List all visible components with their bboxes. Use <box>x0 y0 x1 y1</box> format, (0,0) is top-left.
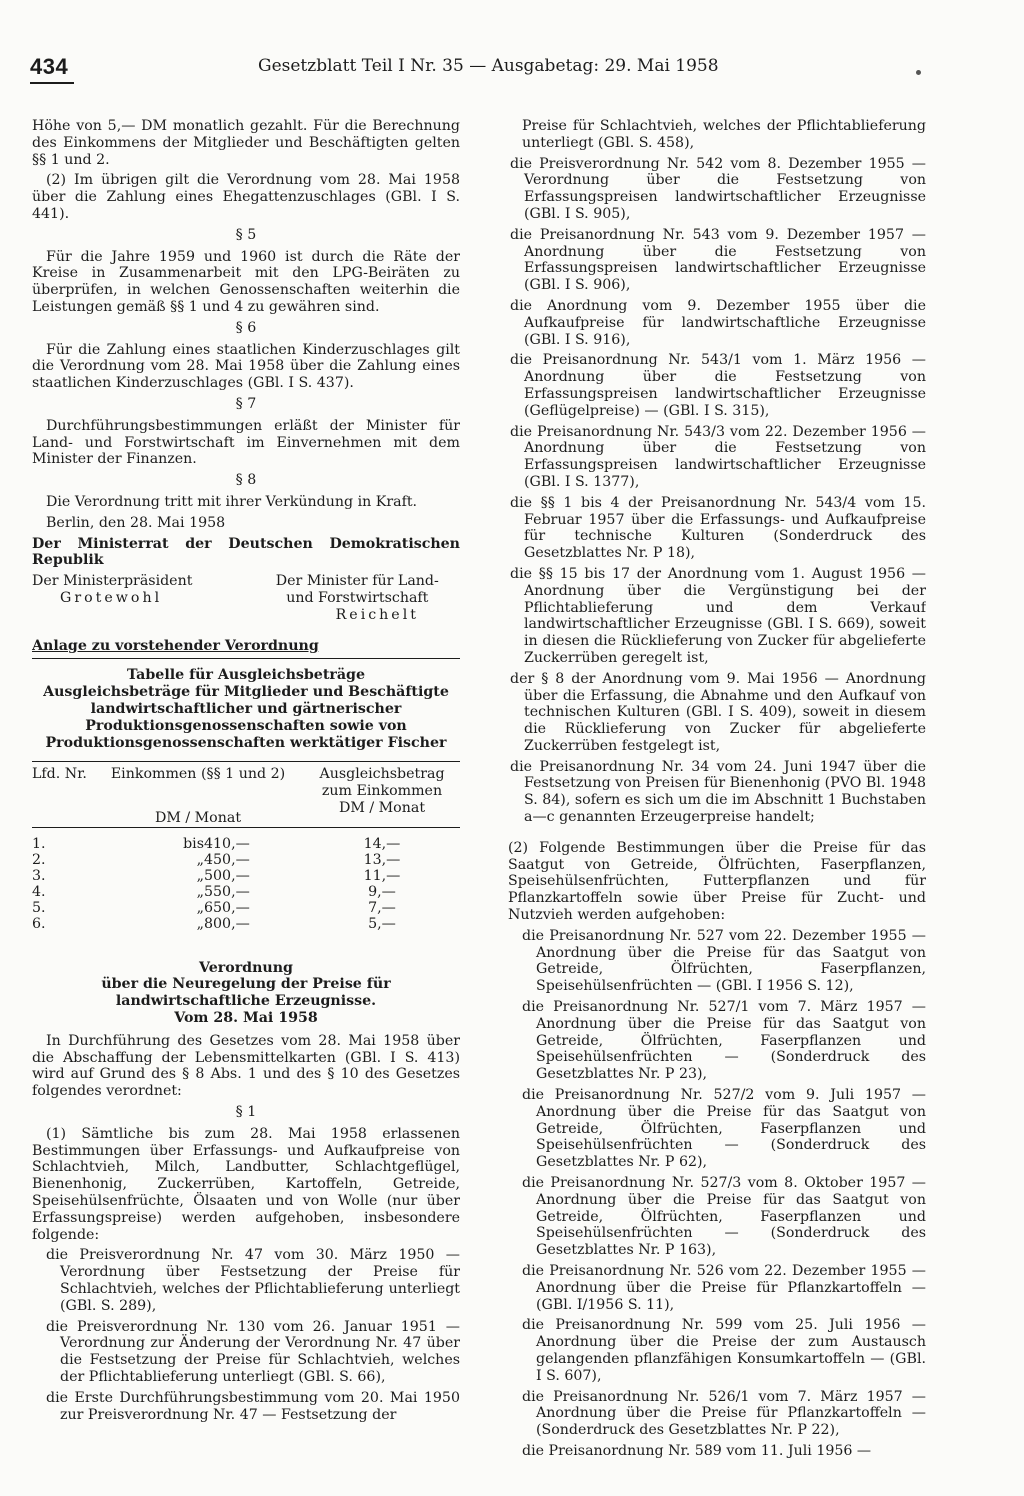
row-nr: 6. <box>32 915 46 932</box>
list-item: die Preisanordnung Nr. 526/1 vom 7. März 1957 — Anordnung über die Preise für Pflanzkartoffeln — (Sonderdruck des Gesetzblattes Nr. P 22), <box>522 1388 926 1439</box>
signature-right <box>255 573 460 623</box>
list-item: die Preisanordnung Nr. 543/3 vom 22. Dezember 1956 — Anordnung über die Festsetzung von Erfassungspreisen landwirtschaftlicher Erzeugnisse (GBl. I S. 1377), <box>510 423 926 490</box>
table-row <box>32 868 460 884</box>
list-item: die §§ 1 bis 4 der Preisanordnung Nr. 543/4 vom 15. Februar 1957 über die Erfassungs- und Aufkaufpreise für technische Kulturen (Sonderdruck des Gesetzblattes Nr. P 18), <box>510 494 926 562</box>
paragraph: Die Verordnung tritt mit ihrer Verkündung in Kraft. <box>46 493 418 510</box>
row-income: 500,— <box>204 867 250 884</box>
compensation-table <box>32 766 460 931</box>
section-heading: § 7 <box>235 395 257 412</box>
row-prefix: „ <box>196 851 204 868</box>
signatory-title: und Forstwirtschaft <box>286 589 429 606</box>
paragraph: Durchführungsbestimmungen erläßt der Minister für Land- und Forstwirtschaft im Einvernehmen mit dem Minister der Finanzen. <box>32 417 460 468</box>
row-amount: 14,— <box>363 835 401 852</box>
list-item: die Preisverordnung Nr. 542 vom 8. Dezember 1955 — Verordnung über die Festsetzung von Erfassungspreisen landwirtschaftlicher Erzeugnisse (GBl. I S. 905), <box>510 155 926 222</box>
paragraph: (1) Sämtliche bis zum 28. Mai 1958 erlassenen Bestimmungen über Erfassungs- und Aufkaufpreise von Schlachtvieh, Milch, Landbutter, Schlachtgeflügel, Bienenhonig, Zuckerrüben, Kartoffeln, Getreide, Speisehülsenfrüchte, Ölsaaten und von Wolle (nur über Erfassungspreise) werden aufgehoben, insbesondere folgende: <box>32 1125 460 1243</box>
decree-date: Vom 28. Mai 1958 <box>174 1010 318 1027</box>
col-income-unit: DM / Monat <box>154 809 242 826</box>
annex-rule <box>32 658 460 659</box>
annex-title: Anlage zu vorstehender Verordnung <box>32 637 319 654</box>
row-income: 800,— <box>204 915 250 932</box>
list-item: die Preisanordnung Nr. 589 vom 11. Juli 1956 — <box>522 1442 872 1459</box>
table-row <box>32 836 460 852</box>
right-column <box>508 118 926 1490</box>
left-column <box>32 118 460 1490</box>
list-item: die Preisanordnung Nr. 543/1 vom 1. März 1956 — Anordnung über die Festsetzung von Erfassungspreisen landwirtschaftlicher Erzeugnisse (Geflügelpreise) — (GBl. I S. 315), <box>510 352 926 419</box>
page-number-underline <box>30 82 74 84</box>
section-heading: § 6 <box>235 319 257 336</box>
section-heading: § 8 <box>235 472 257 489</box>
paragraph: Höhe von 5,— DM monatlich gezahlt. Für die Berechnung des Einkommens der Mitglieder und Beschäftigten gelten §§ 1 und 2. <box>32 118 460 168</box>
table-row <box>32 852 460 868</box>
list-item: die Preisanordnung Nr. 543 vom 9. Dezember 1957 — Anordnung über die Festsetzung von Erfassungspreisen landwirtschaftlicher Erzeugnisse (GBl. I S. 906), <box>510 226 926 294</box>
section-heading: § 5 <box>235 226 257 243</box>
issuing-body: Der Ministerrat der Deutschen Demokratischen Republik <box>32 535 460 569</box>
col-amount-unit: DM / Monat <box>338 799 426 816</box>
row-income: 550,— <box>204 883 250 900</box>
paragraph: In Durchführung des Gesetzes vom 28. Mai 1958 über die Abschaffung der Lebensmittelkarten (GBl. I S. 413) wird auf Grund des § 8 Abs. 1 und des § 10 des Gesetzes folgendes verordnet: <box>32 1032 460 1100</box>
list-item: die Preisanordnung Nr. 527/2 vom 9. Juli 1957 — Anordnung über die Preise für das Saatgut von Getreide, Ölfrüchten, Faserpflanzen und Speisehülsenfrüchten — (Sonderdruck des Gesetzblattes Nr. P 62), <box>522 1087 926 1171</box>
table-subtitle: Ausgleichsbeträge für Mitglieder und Beschäftigte landwirtschaftlicher und gärtnerischer Produktionsgenossenschaften sowie von Produktionsgenossenschaften werktätiger Fischer <box>43 684 449 751</box>
signatory-title: Der Minister für Land- <box>275 573 439 590</box>
row-amount: 9,— <box>368 883 396 900</box>
col-lfd-header: Lfd. Nr. <box>32 766 87 783</box>
list-item: die Anordnung vom 9. Dezember 1955 über die Aufkaufpreise für landwirtschaftliche Erzeugnisse (GBl. I S. 916), <box>510 297 926 348</box>
row-prefix: „ <box>196 867 204 884</box>
row-income: 410,— <box>204 835 250 852</box>
row-prefix: „ <box>196 915 204 932</box>
row-amount: 5,— <box>368 915 396 932</box>
signatures <box>32 573 460 623</box>
table-header-row <box>32 766 460 800</box>
list-item: die §§ 15 bis 17 der Anordnung vom 1. August 1956 — Anordnung über die Vergünstigung bei der Pflichtablieferung und dem Verkauf landwirtschaftlicher Erzeugnisse (GBl. I S. 669), soweit in diesen die Rücklieferung von Zucker für abgelieferte Zuckerrüben geregelt ist, <box>510 565 926 666</box>
paragraph: (2) Folgende Bestimmungen über die Preise für das Saatgut von Getreide, Ölfrüchten, Faserpflanzen, Speisehülsenfrüchten, Futterpflanzen und für Pflanzkartoffeln sowie über Preise für Zucht- und Nutzvieh werden aufgehoben: <box>508 839 926 924</box>
paragraph: Preise für Schlachtvieh, welches der Pflichtablieferung unterliegt (GBl. S. 458), <box>522 118 926 151</box>
row-amount: 13,— <box>363 851 401 868</box>
paragraph: Für die Zahlung eines staatlichen Kinderzuschlages gilt die Verordnung vom 28. Mai 1958 über die Zahlung eines staatlichen Kinderzuschlages (GBl. I S. 437). <box>32 341 460 392</box>
row-income: 650,— <box>204 899 250 916</box>
table-row <box>32 884 460 900</box>
page-header <box>30 54 970 88</box>
row-prefix: bis <box>183 835 204 852</box>
list-item: die Erste Durchführungsbestimmung vom 20. Mai 1950 zur Preisverordnung Nr. 47 — Festsetzung der <box>46 1389 460 1423</box>
row-amount: 11,— <box>363 867 401 884</box>
row-nr: 5. <box>32 899 46 916</box>
section-heading: § 1 <box>235 1104 257 1121</box>
page-number: 434 <box>30 54 69 79</box>
signatory-name: Reichelt <box>335 606 419 623</box>
col-amount-header: Ausgleichsbetrag zum Einkommen <box>319 766 445 800</box>
list-item: die Preisanordnung Nr. 527/3 vom 8. Oktober 1957 — Anordnung über die Preise für das Saatgut von Getreide, Ölfrüchten, Faserpflanzen und Speisehülsenfrüchten — (Sonderdruck des Gesetzblattes Nr. P 163), <box>522 1175 926 1259</box>
signatory-name: Grotewohl <box>60 589 163 606</box>
paragraph: Für die Jahre 1959 und 1960 ist durch die Räte der Kreise in Zusammenarbeit mit den LPG-Beiräten zu überprüfen, in welchen Genossenschaften weiterhin die Leistungen gemäß §§ 1 und 4 zu gewähren sind. <box>32 248 460 315</box>
table-rule <box>32 761 460 762</box>
paragraph: (2) Im übrigen gilt die Verordnung vom 28. Mai 1958 über die Zahlung eines Ehegattenzuschlages (GBl. I S. 441). <box>32 172 460 222</box>
list-item: die Preisanordnung Nr. 527/1 vom 7. März 1957 — Anordnung über die Preise für das Saatgut von Getreide, Ölfrüchten, Faserpflanzen und Speisehülsenfrüchten — (Sonderdruck des Gesetzblattes Nr. P 23), <box>522 999 926 1083</box>
row-income: 450,— <box>204 851 250 868</box>
list-item: die Preisverordnung Nr. 130 vom 26. Januar 1951 — Verordnung zur Änderung der Verordnung Nr. 47 über die Festsetzung der Preise für Schlachtvieh, welches der Pflichtablieferung unterliegt (GBl. S. 66), <box>46 1318 460 1386</box>
print-speck <box>916 70 921 75</box>
place-date: Berlin, den 28. Mai 1958 <box>46 514 226 531</box>
row-prefix: „ <box>196 883 204 900</box>
row-amount: 7,— <box>368 899 396 916</box>
table-title: Tabelle für Ausgleichsbeträge <box>126 667 365 684</box>
list-item: die Preisanordnung Nr. 527 vom 22. Dezember 1955 — Anordnung über die Preise für das Saatgut von Getreide, Ölfrüchten, Faserpflanzen, Speisehülsenfrüchten — (GBl. I 1956 S. 12), <box>522 927 926 995</box>
row-nr: 2. <box>32 851 46 868</box>
table-row <box>32 900 460 916</box>
row-nr: 3. <box>32 867 46 884</box>
col-income-header: Einkommen (§§ 1 und 2) <box>110 766 286 783</box>
decree-subject: über die Neuregelung der Preise für landwirtschaftliche Erzeugnisse. <box>101 976 391 1010</box>
list-item: die Preisanordnung Nr. 526 vom 22. Dezember 1955 — Anordnung über die Preise für Pflanzkartoffeln — (GBl. I/1956 S. 11), <box>522 1263 926 1313</box>
list-item: der § 8 der Anordnung vom 9. Mai 1956 — Anordnung über die Erfassung, die Abnahme und den Aufkauf von technischen Kulturen (GBl. I S. 409), soweit in diesem die Rücklieferung von Zucker für abgelieferte Zuckerrüben festgelegt ist, <box>510 670 926 754</box>
running-head: Gesetzblatt Teil I Nr. 35 — Ausgabetag: 29. Mai 1958 <box>258 56 719 76</box>
row-nr: 1. <box>32 835 46 852</box>
signatory-title: Der Ministerpräsident <box>32 573 193 590</box>
list-item: die Preisanordnung Nr. 34 vom 24. Juni 1947 über die Festsetzung von Preisen für Bienenhonig (PVO Bl. 1948 S. 84), sofern es sich um die im Abschnitt 1 Buchstaben a—c genannten Erzeugerpreise handelt; <box>510 758 926 826</box>
row-nr: 4. <box>32 883 46 900</box>
row-prefix: „ <box>196 899 204 916</box>
decree-title: Verordnung <box>199 959 293 976</box>
table-row <box>32 916 460 932</box>
table-unit-row <box>32 800 460 827</box>
list-item: die Preisanordnung Nr. 599 vom 25. Juli 1956 — Anordnung über die Preise der zum Austausch gelangenden pflanzfähigen Konsumkartoffeln — (GBl. I S. 607), <box>522 1317 926 1384</box>
list-item: die Preisverordnung Nr. 47 vom 30. März 1950 — Verordnung über Festsetzung der Preise für Schlachtvieh, welches der Pflichtablieferung unterliegt (GBl. S. 289), <box>46 1247 460 1314</box>
signature-left <box>32 573 237 623</box>
